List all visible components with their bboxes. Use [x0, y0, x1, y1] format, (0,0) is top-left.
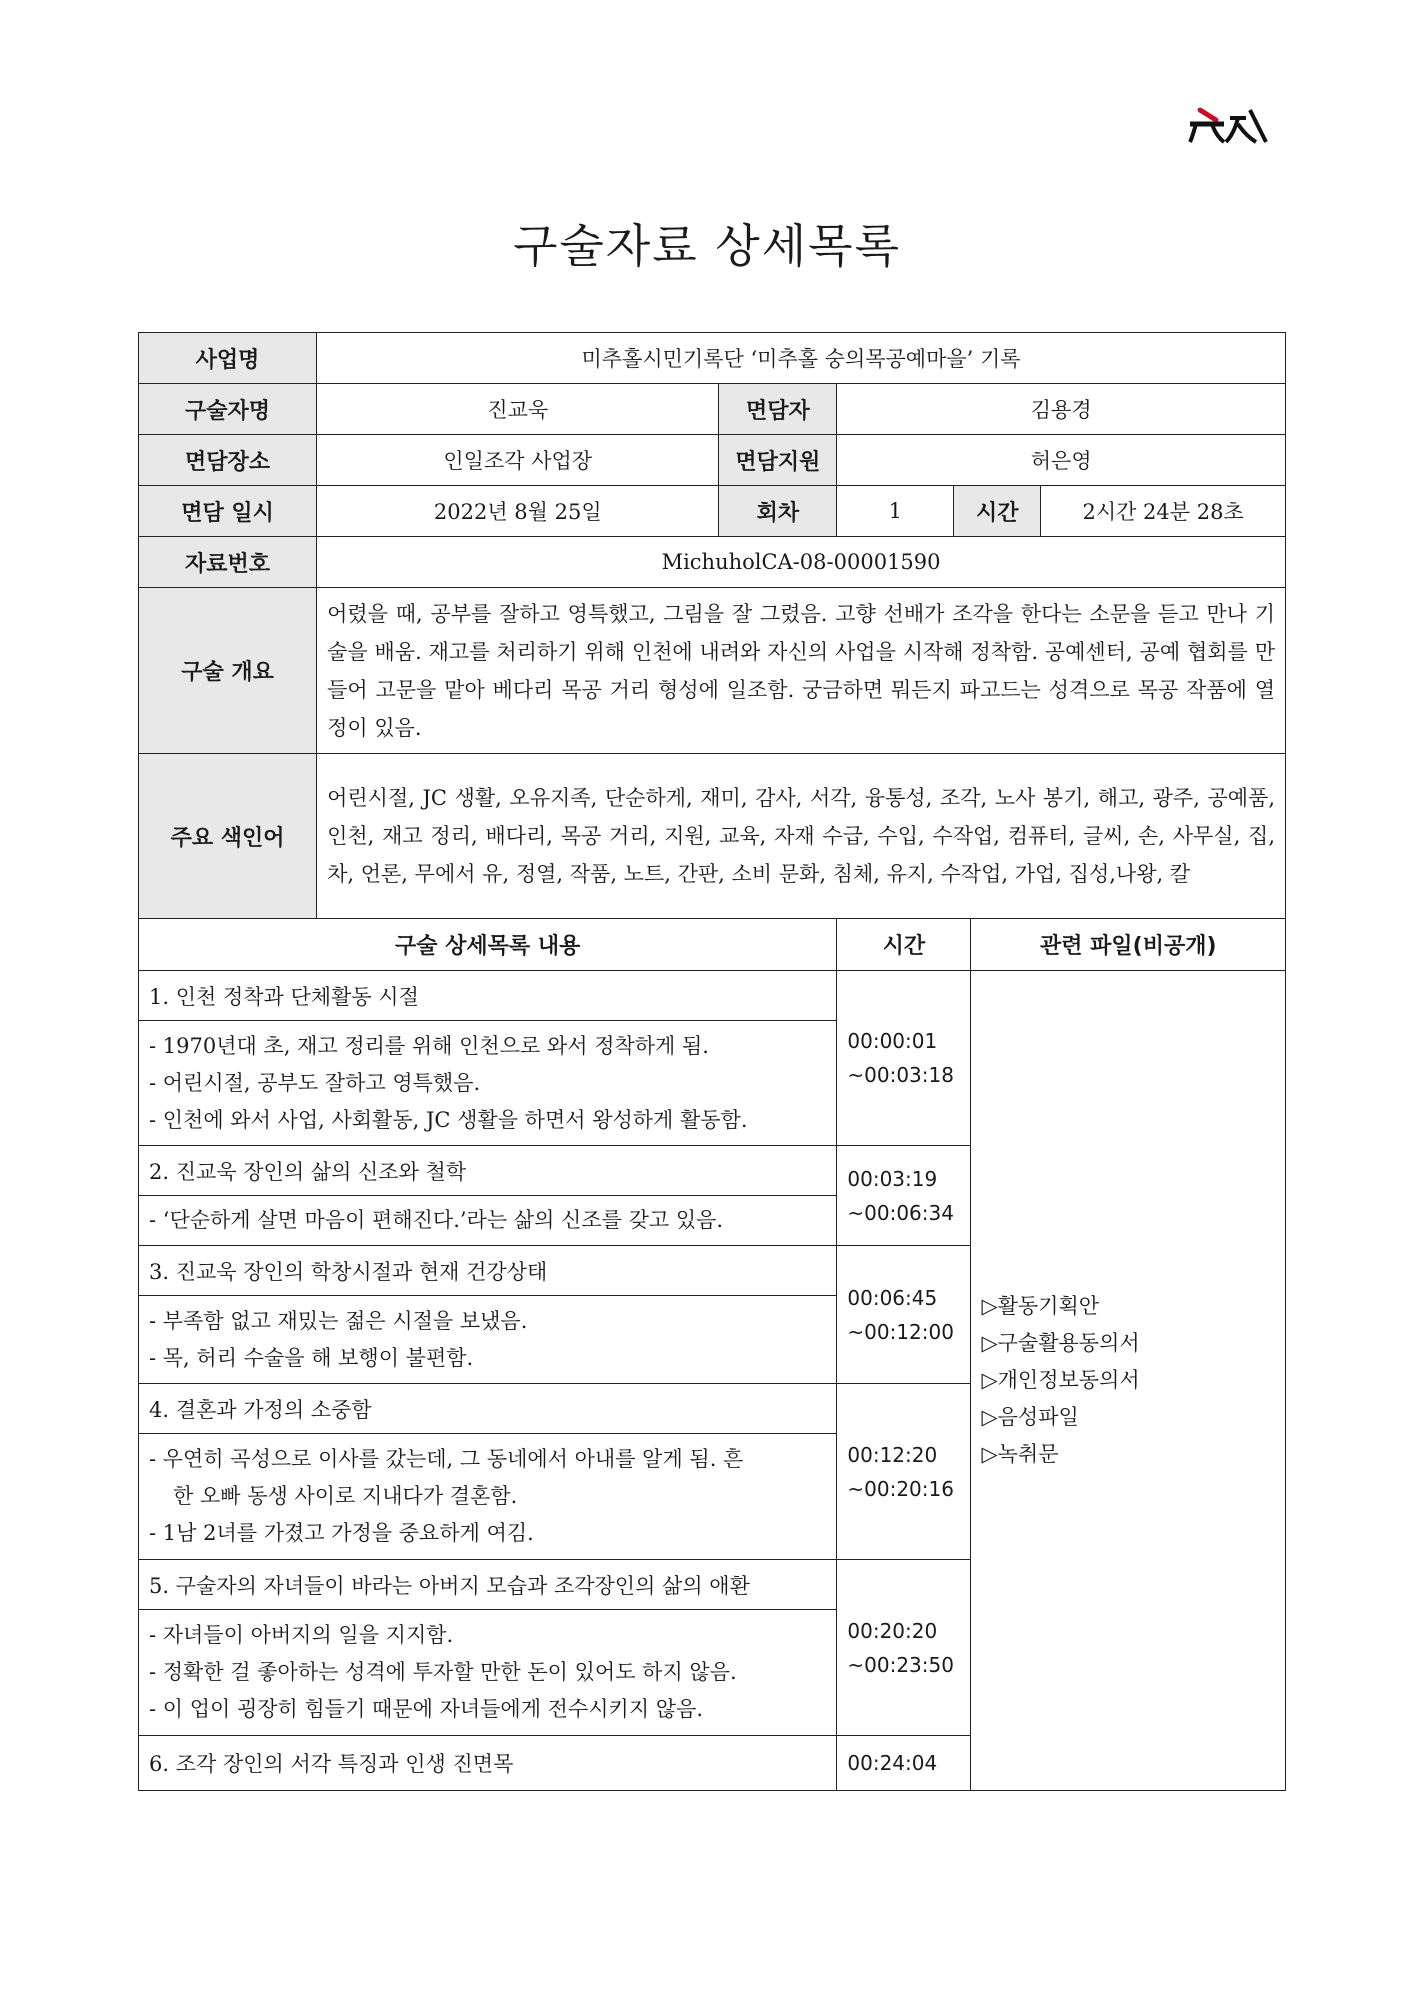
section-time [837, 1246, 971, 1384]
section-body [139, 1021, 837, 1146]
bullet-item: - 1남 2녀를 가졌고 가정을 중요하게 여김. [149, 1521, 534, 1545]
related-files-list [971, 971, 1286, 1791]
bullet-item: - 자녀들이 아버지의 일을 지지함. [149, 1623, 454, 1647]
time-end: ~00:03:18 [847, 1063, 954, 1087]
project-label: 사업명 [139, 333, 317, 384]
summary-label: 구술 개요 [139, 588, 317, 754]
keywords-text: 어린시절, JC 생활, 오유지족, 단순하게, 재미, 감사, 서각, 융통성, 조각, 노사 봉기, 해고, 광주, 공예품, 인천, 재고 정리, 배다리, 목공 거리, 지원, 교육, 자재 수급, 수입, 수작업, 컴퓨터, 글씨, 손, 사무실, 집, 차, 언론, 무에서 유, 정열, 작품, 노트, 간판, 소비 문화, 침체, 유지, 수작업, 가업, 집성,나왕, 칼 [317, 754, 1286, 919]
time-start: 00:06:45 [847, 1285, 938, 1310]
project-value: 미추홀시민기록단 ‘미추홀 숭의목공예마을’ 기록 [317, 333, 1286, 384]
bullet-item-continuation: 한 오빠 동생 사이로 지내다가 결혼함. [173, 1484, 518, 1508]
bullet-item: - 정확한 걸 좋아하는 성격에 투자할 만한 돈이 있어도 하지 않음. [149, 1660, 737, 1684]
file-item: ▷개인정보동의서 [981, 1368, 1140, 1392]
detail-time-header: 시간 [837, 919, 971, 971]
file-item: ▷음성파일 [981, 1405, 1079, 1429]
time-start: 00:24:04 [847, 1751, 938, 1775]
interviewer-label: 면담자 [719, 384, 837, 435]
time-start: 00:00:01 [847, 1029, 938, 1053]
support-value: 허은영 [837, 435, 1286, 486]
bullet-item: - 이 업이 굉장히 힘들기 때문에 자녀들에게 전수시키지 않음. [149, 1697, 704, 1721]
bullet-item: - 어린시절, 공부도 잘하고 영특했음. [149, 1070, 481, 1095]
bullet-item: - 우연히 곡성으로 이사를 갔는데, 그 동네에서 아내를 알게 됨. 흔 [149, 1447, 744, 1471]
section-title: 3. 진교욱 장인의 학창시절과 현재 건강상태 [139, 1246, 837, 1296]
file-item: ▷녹취문 [981, 1442, 1059, 1466]
section-body [139, 1434, 837, 1560]
section-title: 5. 구술자의 자녀들이 바라는 아버지 모습과 조각장인의 삶의 애환 [139, 1560, 837, 1610]
summary-text: 어렸을 때, 공부를 잘하고 영특했고, 그림을 잘 그렸음. 고향 선배가 조각을 한다는 소문을 듣고 만나 기술을 배움. 재고를 처리하기 위해 인천에 내려와 자신의 사업을 시작해 정착함. 공예센터, 공예 협회를 만들어 고문을 맡아 베다리 목공 거리 형성에 일조함. 궁금하면 뭐든지 파고드는 성격으로 목공 작품에 열정이 있음. [317, 588, 1286, 754]
place-label: 면담장소 [139, 435, 317, 486]
section-title: 2. 진교욱 장인의 삶의 신조와 철학 [139, 1146, 837, 1196]
bullet-item: - ‘단순하게 살면 마음이 편해진다.’라는 삶의 신조를 갖고 있음. [149, 1208, 724, 1232]
session-label: 회차 [719, 486, 837, 537]
session-value: 1 [837, 486, 954, 537]
bullet-item: - 1970년대 초, 재고 정리를 위해 인천으로 와서 정착하게 됨. [149, 1033, 709, 1058]
time-start: 00:20:20 [847, 1618, 938, 1643]
duration-value: 2시간 24분 28초 [1041, 486, 1286, 537]
record-id-label: 자료번호 [139, 537, 317, 588]
duration-label: 시간 [954, 486, 1041, 537]
section-body [139, 1296, 837, 1384]
place-value: 인일조각 사업장 [317, 435, 719, 486]
time-start: 00:03:19 [847, 1166, 938, 1191]
section-time [837, 971, 971, 1146]
narrator-value: 진교욱 [317, 384, 719, 435]
time-end: ~00:12:00 [847, 1319, 954, 1344]
narrator-label: 구술자명 [139, 384, 317, 435]
keywords-label: 주요 색인어 [139, 754, 317, 919]
section-time [837, 1146, 971, 1246]
institution-logo-icon [1186, 104, 1270, 144]
section-title: 1. 인천 정착과 단체활동 시절 [139, 971, 837, 1021]
file-item: ▷구술활용동의서 [981, 1331, 1140, 1355]
section-title: 4. 결혼과 가정의 소중함 [139, 1384, 837, 1434]
date-value: 2022년 8월 25일 [317, 486, 719, 537]
bullet-item: - 부족함 없고 재밌는 젊은 시절을 보냈음. [149, 1308, 528, 1333]
section-title: 6. 조각 장인의 서각 특징과 인생 진면목 [139, 1736, 837, 1791]
section-body [139, 1610, 837, 1736]
section-time [837, 1560, 971, 1736]
section-time [837, 1736, 971, 1791]
detail-content-header: 구술 상세목록 내용 [139, 919, 837, 971]
time-end: ~00:23:50 [847, 1652, 954, 1677]
section-time [837, 1384, 971, 1560]
file-item: ▷활동기획안 [981, 1294, 1100, 1318]
detail-files-header: 관련 파일(비공개) [971, 919, 1286, 971]
page-title: 구술자료 상세목록 [512, 219, 902, 273]
time-end: ~00:06:34 [847, 1200, 954, 1225]
time-start: 00:12:20 [847, 1442, 938, 1467]
record-id-value: MichuholCA-08-00001590 [317, 537, 1286, 588]
interviewer-value: 김용경 [837, 384, 1286, 435]
oral-record-table [138, 332, 1286, 1791]
bullet-item: - 인천에 와서 사업, 사회활동, JC 생활을 하면서 왕성하게 활동함. [149, 1107, 748, 1132]
date-label: 면담 일시 [139, 486, 317, 537]
section-body [139, 1196, 837, 1246]
support-label: 면담지원 [719, 435, 837, 486]
time-end: ~00:20:16 [847, 1476, 954, 1501]
bullet-item: - 목, 허리 수술을 해 보행이 불편함. [149, 1345, 474, 1370]
